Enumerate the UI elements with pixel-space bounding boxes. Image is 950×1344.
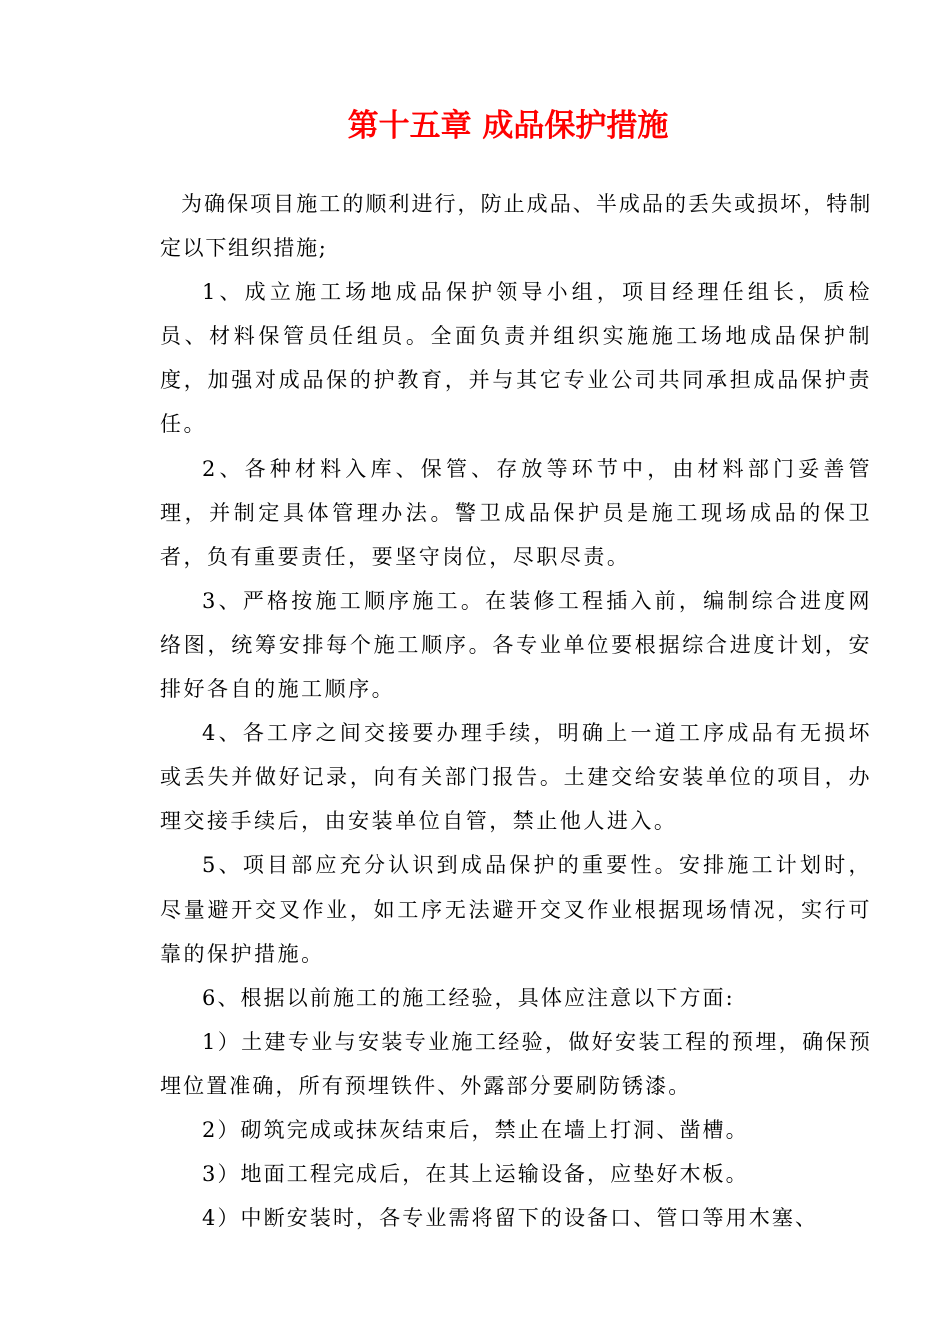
- document-body: [160, 182, 872, 1240]
- chapter-title: 第十五章 成品保护措施: [347, 108, 669, 144]
- paragraph-subitem-4: 4）中断安装时，各专业需将留下的设备口、管口等用木塞、: [202, 1206, 819, 1231]
- paragraph-item-4: 4、各工序之间交接要办理手续，明确上一道工序成品有无损坏或丢失并做好记录，向有关部门报告。土建交给安装单位的项目，办理交接手续后，由安装单位自管，禁止他人进入。: [160, 721, 872, 834]
- paragraph-item-6: 6、根据以前施工的施工经验，具体应注意以下方面:: [202, 985, 735, 1010]
- paragraph-item-5: 5、项目部应充分认识到成品保护的重要性。安排施工计划时，尽量避开交叉作业，如工序无法避开交叉作业根据现场情况，实行可靠的保护措施。: [160, 853, 872, 966]
- paragraph-subitem-3: 3）地面工程完成后，在其上运输设备，应垫好木板。: [202, 1162, 749, 1187]
- paragraph-item-1: 1、成立施工场地成品保护领导小组，项目经理任组长，质检员、材料保管员任组员。全面负责并组织实施施工场地成品保护制度，加强对成品保的护教育，并与其它专业公司共同承担成品保护责任。: [160, 280, 872, 437]
- paragraph-subitem-1: 1）土建专业与安装专业施工经验，做好安装工程的预埋，确保预埋位置准确，所有预埋铁件、外露部分要刷防锈漆。: [160, 1029, 872, 1098]
- paragraph-item-3: 3、严格按施工顺序施工。在装修工程插入前，编制综合进度网络图，统筹安排每个施工顺序。各专业单位要根据综合进度计划，安排好各自的施工顺序。: [160, 588, 872, 702]
- paragraph-subitem-2: 2）砌筑完成或抹灰结束后，禁止在墙上打洞、凿槽。: [202, 1117, 749, 1142]
- paragraph-item-2: 2、各种材料入库、保管、存放等环节中，由材料部门妥善管理，并制定具体管理办法。警卫成品保护员是施工现场成品的保卫者，负有重要责任，要坚守岗位，尽职尽责。: [160, 456, 872, 569]
- paragraph-intro: 为确保项目施工的顺利进行，防止成品、半成品的丢失或损坏，特制定以下组织措施;: [160, 192, 872, 261]
